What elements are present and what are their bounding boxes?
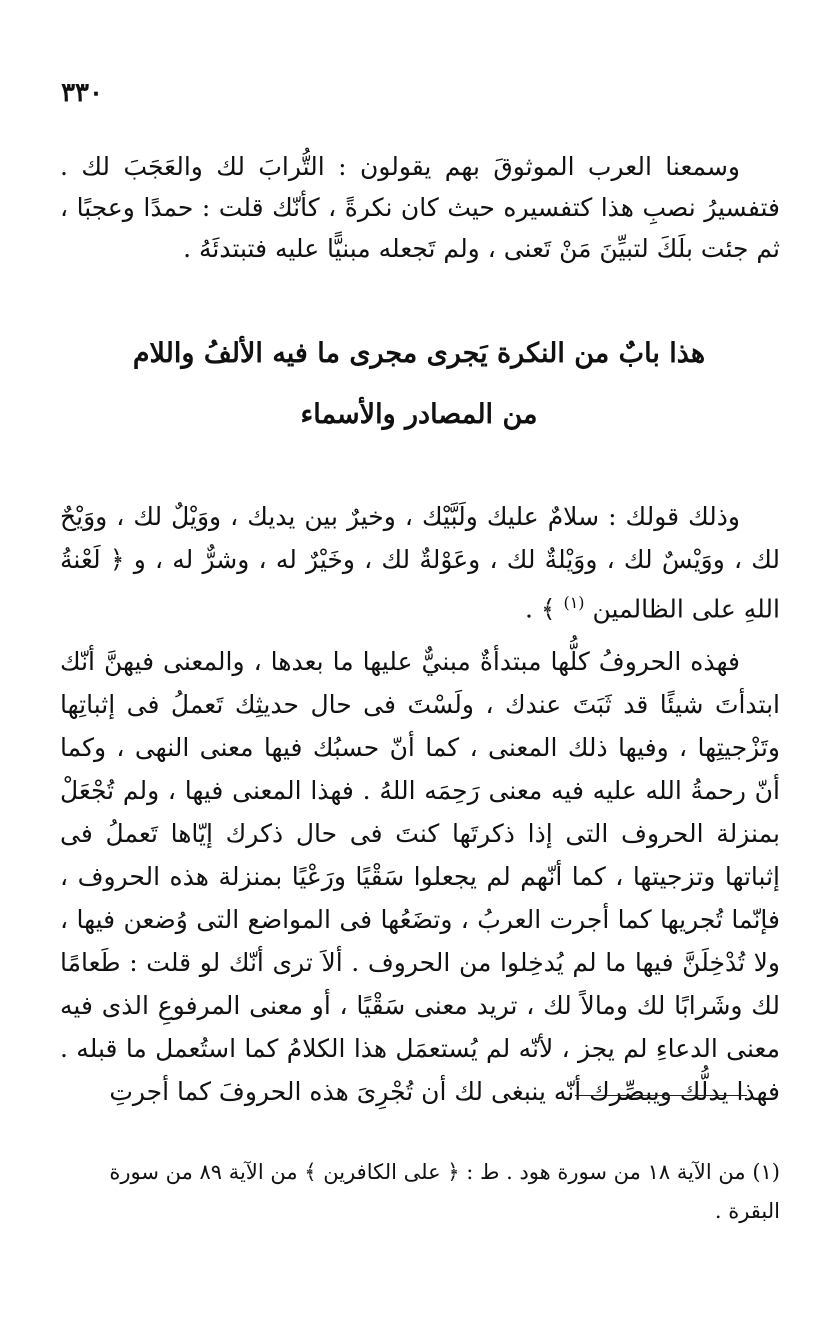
page-number: ٣٣٠ <box>61 78 103 108</box>
paragraph-intro-text: وسمعنا العرب الموثوقَ بهم يقولون : التُّرابَ لك والعَجَبَ لك . فتفسيرُ نصبِ هذا كتفسيره حيث كان نكرةً ، كأنّك قلت : حمدًا وعجبًا ، ثم جئت بلَكَ لتبيِّنَ مَنْ تَعنى ، ولم تَجعله مبنيًّا عليه فتبتدئَهُ . <box>60 152 780 263</box>
paragraph-explanation-text: فهذه الحروفُ كلُّها مبتدأةٌ مبنيٌّ عليها ما بعدها ، والمعنى فيهنَّ أنّك ابتدأتَ شيئًا قد ثَبَتَ عندك ، ولَسْتَ فى حال حديثِك تَعملُ فى إثباتِها وتَزْجيتِها ، وفيها ذلك المعنى ، كما أنّ حسبُك فيها معنى النهى ، وكما أنّ رحمةُ الله عليه فيه معنى رَحِمَه اللهُ . فهذا المعنى فيها ، ولم تُجْعَلْ بمنزلة الحروف التى إذا ذكرتَها كنتَ فى حال ذكرك إيّاها تَعملُ فى إثباتها وتزجيتها ، كما أنّهم لم يجعلوا سَقْيًا ورَعْيًا بمنزلة هذه الحروف ، فإنّما تُجريها كما أجرت العربُ ، وتضَعُها فى المواضع التى وُضعن فيها ، ولا تُدْخِلَنَّ فيها ما لم يُدخِلوا من الحروف . ألاَ ترى أنّك لو قلت : طَعامًا لك وشَرابًا لك ومالاً لك ، تريد معنى سَقْيًا ، أو معنى المرفوعِ الذى فيه معنى الدعاءِ لم يجز ، لأنّه لم يُستعمَل هذا الكلامُ كما استُعمل ما قبله . فهذا يدلُّك ويبصِّرك أنّه ينبغى لك أن تُجْرِىَ هذه الحروفَ كما أجرتِ <box>60 647 780 1106</box>
paragraph-examples <box>60 495 780 630</box>
paragraph-examples-text: وذلك قولك : سلامٌ عليك ولَبَّيْك ، وخيرٌ بين يديك ، ووَيْلٌ لك ، ووَيْحٌ لك ، ووَيْسٌ لك ، ووَيْلةٌ لك ، وعَوْلةٌ لك ، وخَيْرٌ له ، وشرٌّ له ، و ﴿ لَعْنةُ اللهِ على الظالمين <box>60 502 780 624</box>
paragraph-intro <box>60 146 780 269</box>
paragraph-explanation <box>60 640 780 1113</box>
chapter-heading-line2: من المصادر والأسماء <box>300 399 538 430</box>
paragraph-examples-closing: ﴾ . <box>524 594 556 624</box>
footnote-divider <box>575 1095 747 1096</box>
chapter-heading-line1: هذا بابٌ من النكرة يَجرى مجرى ما فيه الألفُ واللام <box>132 338 706 369</box>
footnote: (١) من الآية ١٨ من سورة هود . ط : ﴿ على الكافرين ﴾ من الآية ٨٩ من سورة البقرة . <box>109 1160 780 1223</box>
footnote-reference[interactable]: (١) <box>563 593 585 612</box>
